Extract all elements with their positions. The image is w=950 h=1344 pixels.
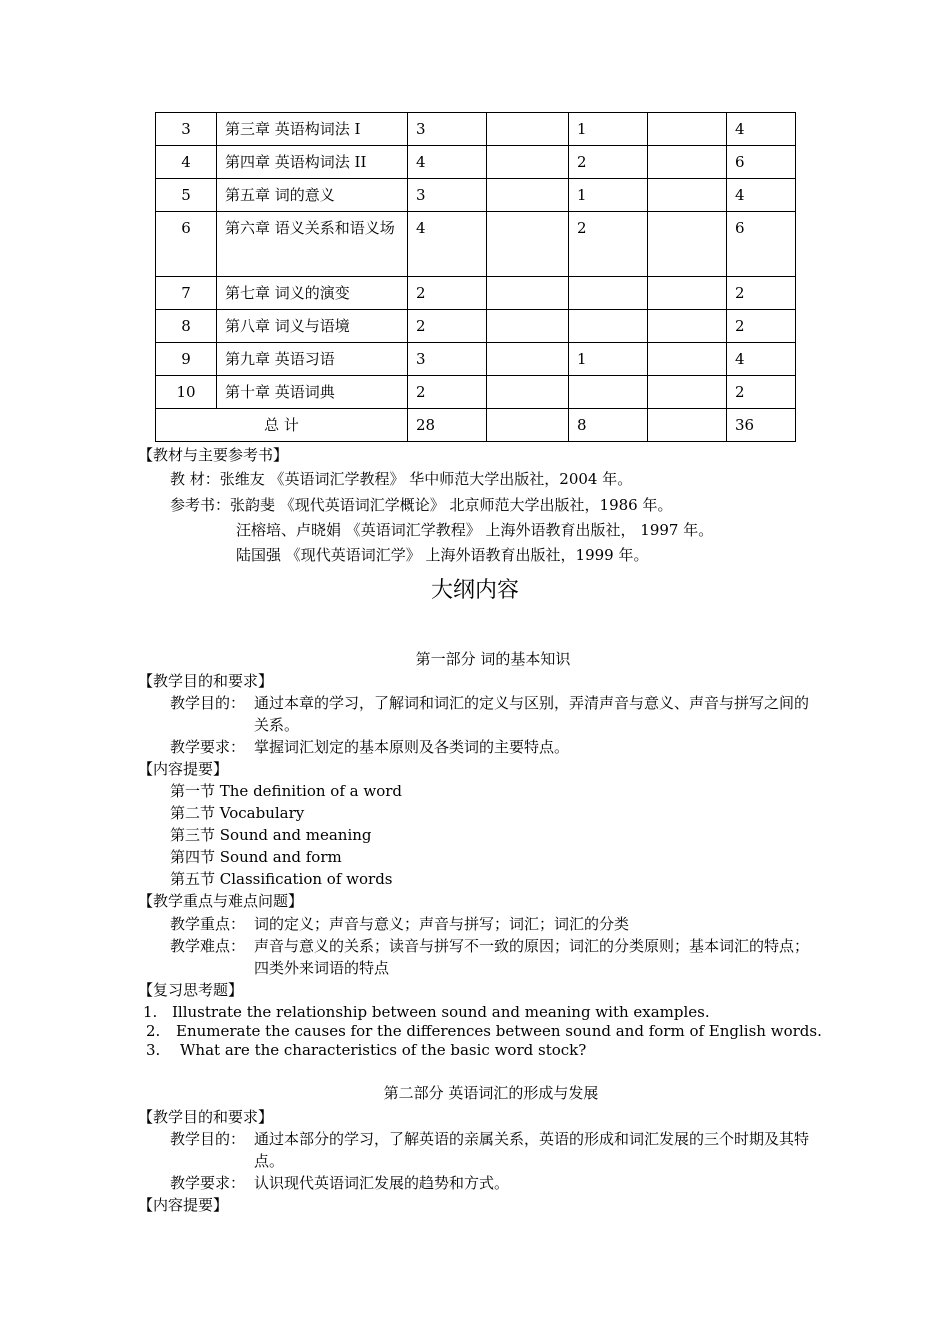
hours-cell: 2: [408, 376, 487, 409]
total-hours-cell: 8: [569, 409, 648, 442]
chapter-cell: 第五章 词的意义: [217, 179, 408, 212]
part1-section-1: 第一节 The definition of a word: [170, 782, 403, 800]
outline-title: 大纲内容: [430, 578, 519, 603]
hours-cell: 2: [408, 310, 487, 343]
table-row: [156, 277, 796, 310]
row-number-cell: 10: [156, 376, 217, 409]
part2-title: 第二部分 英语词汇的形成与发展: [383, 1084, 599, 1102]
part1-content-heading: 【内容提要】: [138, 760, 229, 778]
part1-section-4: 第四节 Sound and form: [170, 848, 342, 866]
hours-cell: 4: [727, 343, 796, 376]
hours-cell: 1: [569, 343, 648, 376]
chapter-cell: 第六章 语义关系和语义场: [217, 212, 408, 277]
question-1-text: Illustrate the relationship between sound and meaning with examples.: [172, 1003, 710, 1021]
table-row: [156, 146, 796, 179]
row-number-cell: 9: [156, 343, 217, 376]
row-number-cell: 4: [156, 146, 217, 179]
hours-cell: 6: [727, 212, 796, 277]
reference-line-1: 参考书：张韵斐 《现代英语词汇学概论》 北京师范大学出版社，1986 年。: [170, 496, 673, 514]
hours-table: [155, 112, 796, 442]
hours-cell: [648, 212, 727, 277]
chapter-cell: 第十章 英语词典: [217, 376, 408, 409]
hours-cell: [487, 376, 569, 409]
table-row: [156, 179, 796, 212]
hours-cell: [487, 343, 569, 376]
part1-goals-heading: 【教学目的和要求】: [138, 672, 274, 690]
hours-cell: [487, 277, 569, 310]
part1-section-2: 第二节 Vocabulary: [170, 804, 305, 822]
hours-cell: [487, 212, 569, 277]
question-2-number: 2.: [146, 1022, 161, 1040]
total-hours-cell: 36: [727, 409, 796, 442]
reference-line-2: 汪榕培、卢晓娟 《英语词汇学教程》 上海外语教育出版社， 1997 年。: [236, 521, 714, 539]
table-row: [156, 310, 796, 343]
question-1-number: 1.: [143, 1003, 158, 1021]
hours-cell: 2: [727, 376, 796, 409]
chapter-cell: 第七章 词义的演变: [217, 277, 408, 310]
part1-key-heading: 【教学重点与难点问题】: [138, 892, 304, 910]
hours-cell: 4: [408, 212, 487, 277]
part1-diff-text: 声音与意义的关系；读音与拼写不一致的原因；词汇的分类原则；基本词汇的特点；四类外来词语的特点: [254, 937, 810, 977]
hours-cell: [569, 277, 648, 310]
table-row: [156, 343, 796, 376]
part2-goal-text: 通过本部分的学习，了解英语的亲属关系，英语的形成和词汇发展的三个时期及其特点。: [254, 1130, 810, 1170]
part1-diff-label: 教学难点：: [170, 937, 246, 955]
hours-cell: [487, 113, 569, 146]
hours-cell: 2: [569, 212, 648, 277]
hours-cell: 2: [727, 310, 796, 343]
textbook-line: 教 材：张维友 《英语词汇学教程》 华中师范大学出版社，2004 年。: [170, 470, 633, 488]
table-row: [156, 376, 796, 409]
table-row: [156, 212, 796, 277]
part1-goal-text: 通过本章的学习，了解词和词汇的定义与区别，弄清声音与意义、声音与拼写之间的关系。: [254, 694, 810, 734]
part1-section-3: 第三节 Sound and meaning: [170, 826, 372, 844]
total-row: [156, 409, 796, 442]
chapter-cell: 第三章 英语构词法 I: [217, 113, 408, 146]
chapter-cell: 第九章 英语习语: [217, 343, 408, 376]
part2-goals-heading: 【教学目的和要求】: [138, 1108, 274, 1126]
hours-cell: 2: [727, 277, 796, 310]
chapter-cell: 第四章 英语构词法 II: [217, 146, 408, 179]
hours-cell: [487, 146, 569, 179]
hours-cell: 3: [408, 179, 487, 212]
hours-cell: [648, 146, 727, 179]
part2-req-label: 教学要求：: [170, 1174, 246, 1192]
chapter-cell: 第八章 词义与语境: [217, 310, 408, 343]
hours-cell: [569, 310, 648, 343]
part1-req-label: 教学要求：: [170, 738, 246, 756]
hours-cell: [648, 343, 727, 376]
hours-cell: [569, 376, 648, 409]
part2-content-heading: 【内容提要】: [138, 1196, 229, 1214]
hours-cell: [648, 113, 727, 146]
table-row: [156, 113, 796, 146]
hours-cell: 6: [727, 146, 796, 179]
hours-cell: 4: [727, 113, 796, 146]
hours-cell: [648, 179, 727, 212]
part1-key-text: 词的定义；声音与意义；声音与拼写；词汇；词汇的分类: [254, 915, 630, 933]
part2-goal-label: 教学目的：: [170, 1130, 246, 1148]
question-3-text: What are the characteristics of the basic word stock?: [180, 1041, 587, 1059]
part1-key-label: 教学重点：: [170, 915, 246, 933]
books-heading: 【教材与主要参考书】: [138, 446, 289, 464]
part1-goal-label: 教学目的：: [170, 694, 246, 712]
question-3-number: 3.: [146, 1041, 161, 1059]
question-2-text: Enumerate the causes for the differences between sound and form of English words.: [176, 1022, 822, 1040]
reference-line-3: 陆国强 《现代英语词汇学》 上海外语教育出版社，1999 年。: [236, 546, 649, 564]
hours-cell: [648, 376, 727, 409]
hours-cell: [648, 310, 727, 343]
total-hours-cell: [487, 409, 569, 442]
row-number-cell: 6: [156, 212, 217, 277]
total-label-cell: 总 计: [156, 409, 408, 442]
total-hours-cell: [648, 409, 727, 442]
hours-cell: [648, 277, 727, 310]
hours-cell: 3: [408, 343, 487, 376]
hours-cell: 2: [408, 277, 487, 310]
part2-req-text: 认识现代英语词汇发展的趋势和方式。: [254, 1174, 510, 1192]
part1-review-heading: 【复习思考题】: [138, 981, 244, 999]
hours-cell: 4: [408, 146, 487, 179]
part1-req-text: 掌握词汇划定的基本原则及各类词的主要特点。: [254, 738, 570, 756]
row-number-cell: 7: [156, 277, 217, 310]
hours-cell: [487, 179, 569, 212]
hours-cell: 3: [408, 113, 487, 146]
hours-cell: [487, 310, 569, 343]
row-number-cell: 8: [156, 310, 217, 343]
hours-cell: 4: [727, 179, 796, 212]
total-hours-cell: 28: [408, 409, 487, 442]
part1-title: 第一部分 词的基本知识: [415, 650, 571, 668]
hours-cell: 1: [569, 179, 648, 212]
row-number-cell: 3: [156, 113, 217, 146]
hours-cell: 1: [569, 113, 648, 146]
part1-section-5: 第五节 Classification of words: [170, 870, 393, 888]
hours-cell: 2: [569, 146, 648, 179]
row-number-cell: 5: [156, 179, 217, 212]
